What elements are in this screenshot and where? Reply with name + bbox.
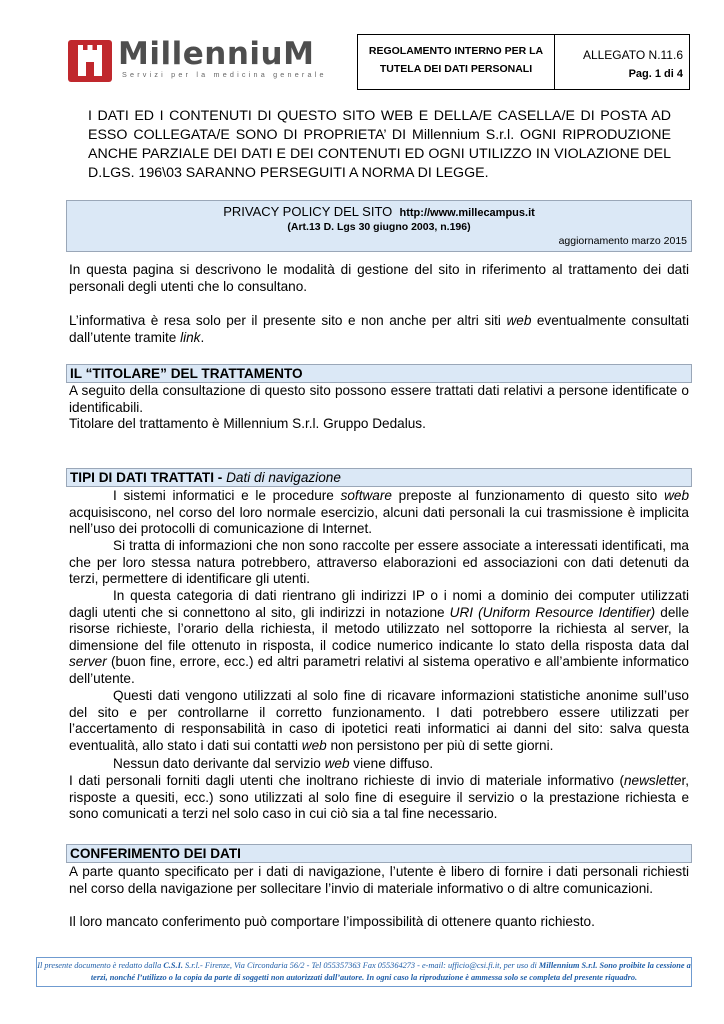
- section-heading-tipi-dati: TIPI DI DATI TRATTATI - Dati di navigazione: [66, 468, 692, 487]
- update-date: aggiornamento marzo 2015: [558, 235, 687, 247]
- tipi-paragraph-5: Nessun dato derivante dal servizio web viene diffuso.: [113, 756, 434, 771]
- site-url-link[interactable]: http://www.millecampus.it: [399, 207, 535, 219]
- conferimento-paragraph-1: A parte quanto specificato per i dati di navigazione, l’utente è libero di fornire i dati personali richiesti nel corso della navigazione per sollecitare l’invio di materiale informativo o di altre comunicazioni.: [69, 864, 689, 896]
- document-title-line2: TUTELA DEI DATI PERSONALI: [379, 63, 533, 75]
- tipi-paragraph-2: Si tratta di informazioni che non sono raccolte per essere associate a interessati identificati, ma che per loro stessa natura potrebbero, attraverso elaborazioni ed associazioni con dati detenuti da terzi, permettere di identificare gli utenti.: [69, 538, 689, 586]
- privacy-title-line: [67, 204, 691, 219]
- tipi-paragraph-4: Questi dati vengono utilizzati al solo fine di ricavare informazioni statistiche anonime sull’uso del sito e per controllarne il corretto funzionamento. I dati potrebbero essere utilizzati per l’accertamento di responsabilità in caso di ipotetici reati informatici ai danni del sito: salva questa eventualità, allo stato i dati sui contatti web non persistono per più di sette giorni.: [69, 688, 689, 753]
- logo-wordmark: MillenniuM: [118, 36, 315, 72]
- tipi-paragraph-3: In questa categoria di dati rientrano gli indirizzi IP o i nomi a dominio dei computer utilizzati dagli utenti che si connettono al sito, gli indirizzi in notazione URI (Uniform Resource Identifier) delle risorse richieste, l’orario della richiesta, il metodo utilizzato nel sottoporre la richiesta al server, la dimensione del file ottenuto in risposta, il codice numerico indicante lo stato della risposta data dal server (buon fine, errore, ecc.) ed altri parametri relativi al sistema operativo e all’ambiente informatico dell’utente.: [69, 588, 690, 686]
- conferimento-paragraph-2: Il loro mancato conferimento può comportare l’impossibilità di ottenere quanto richiesto.: [69, 914, 595, 929]
- tipi-paragraph-6: I dati personali forniti dagli utenti che inoltrano richieste di invio di materiale informativo (newsletter, risposte a quesiti, ecc.) sono utilizzati al solo fine di eseguire il servizio o la prestazione richiesta e sono comunicati a terzi nel solo caso in cui ciò sia a tal fine necessario.: [69, 773, 689, 821]
- section-heading-titolare: IL “TITOLARE” DEL TRATTAMENTO: [66, 364, 692, 383]
- page-number: Pag. 1 di 4: [628, 68, 683, 80]
- privacy-policy-box: [66, 200, 692, 252]
- section-heading-conferimento: CONFERIMENTO DEI DATI: [66, 844, 692, 863]
- intro-paragraph-2: L’informativa è resa solo per il presente sito e non anche per altri siti web eventualmente consultati dall’utente tramite link.: [69, 313, 689, 345]
- document-header-box: [357, 34, 690, 90]
- privacy-title: PRIVACY POLICY DEL SITO: [223, 204, 393, 219]
- tipi-paragraph-1: I sistemi informatici e le procedure software preposte al funzionamento di questo sito web acquisiscono, nel corso del loro normale esercizio, alcuni dati personali la cui trasmissione è implicita nell’uso dei protocolli di comunicazione di Internet.: [69, 488, 689, 536]
- header-divider: [554, 35, 555, 89]
- logo-tagline: Servizi per la medicina generale: [122, 70, 327, 79]
- document-title-line1: REGOLAMENTO INTERNO PER LA: [368, 45, 544, 57]
- document-footer: Il presente documento è redatto dalla C.S.I. S.r.l.- Firenze, Via Circondaria 56/2 - Tel 055357363 Fax 055364273 - e-mail: ufficio@csi.fi.it, per uso di Millennium S.r.l. Sono proibite la cessione a terzi, nonché l’utilizzo o la copia da parte di soggetti non autorizzati dall’autore. In ogni caso la riproduzione è ammessa solo se completa del presente riquadro.: [36, 957, 692, 987]
- logo-tower-icon: [68, 40, 112, 82]
- company-logo: [68, 36, 328, 82]
- law-reference: (Art.13 D. Lgs 30 giugno 2003, n.196): [287, 221, 471, 233]
- titolare-paragraph-1: A seguito della consultazione di questo sito possono essere trattati dati relativi a persone identificate o identificabili.: [69, 383, 689, 415]
- intro-paragraph-1: In questa pagina si descrivono le modalità di gestione del sito in riferimento al trattamento dei dati personali degli utenti che lo consultano.: [69, 262, 689, 294]
- copyright-warning: I DATI ED I CONTENUTI DI QUESTO SITO WEB E DELLA/E CASELLA/E DI POSTA AD ESSO COLLEGATA/E SONO DI PROPRIETA’ DI Millennium S.r.l. OGNI RIPRODUZIONE ANCHE PARZIALE DEI DATI E DEI CONTENUTI ED OGNI UTILIZZO IN VIOLAZIONE DEL D.LGS. 196\03 SARANNO PERSEGUITI A NORMA DI LEGGE.: [88, 108, 671, 181]
- titolare-paragraph-2: Titolare del trattamento è Millennium S.r.l. Gruppo Dedalus.: [69, 416, 426, 431]
- allegato-number: ALLEGATO N.11.6: [582, 48, 683, 62]
